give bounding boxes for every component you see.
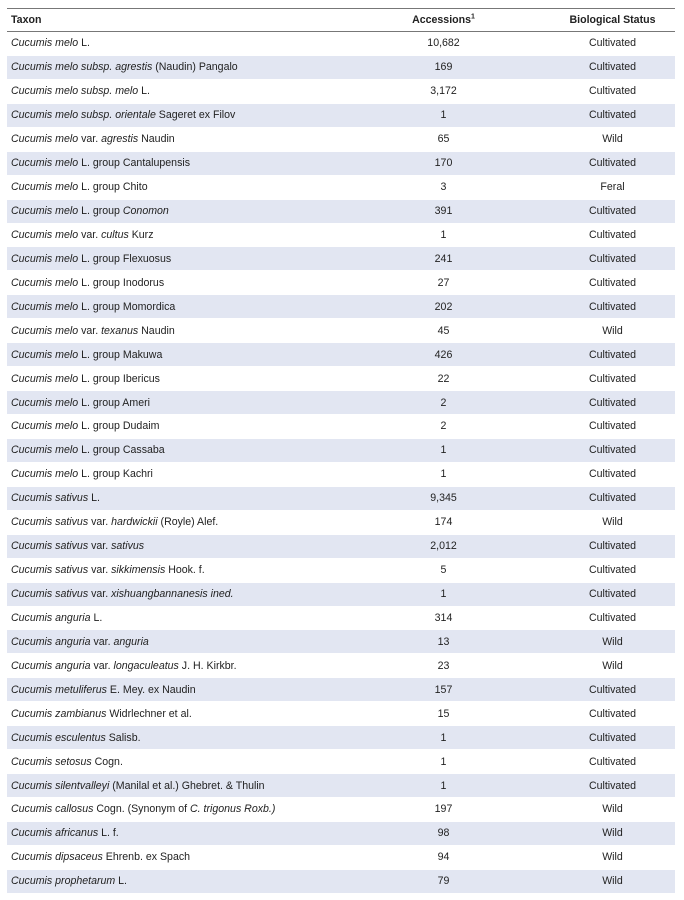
- cell-accessions: 98: [337, 821, 550, 845]
- taxon-italic-part: Cucumis dipsaceus: [11, 851, 103, 864]
- table-row: [7, 821, 675, 845]
- cell-accessions: 2: [337, 391, 550, 415]
- taxon-italic-part: Cucumis melo: [11, 324, 79, 337]
- taxon-italic-part: C. trigonus Roxb.): [190, 803, 276, 816]
- taxon-italic-part: Cucumis sativus: [11, 540, 89, 553]
- cell-accessions: 10,682: [337, 32, 550, 56]
- cell-accessions: 15: [337, 702, 550, 726]
- taxon-italic-part: Cucumis anguria: [11, 659, 91, 672]
- taxon-italic-part: Cucumis sativus: [11, 588, 89, 601]
- cell-accessions: 1: [337, 462, 550, 486]
- cell-taxon: [7, 558, 337, 582]
- cell-biological-status: Cultivated: [550, 367, 675, 391]
- taxon-italic-part: anguria: [113, 635, 149, 648]
- cell-taxon: [7, 151, 337, 175]
- taxon-italic-part: Cucumis melo subsp. agrestis: [11, 61, 153, 74]
- taxon-italic-part: Cucumis prophetarum: [11, 875, 116, 888]
- cell-biological-status: Cultivated: [550, 391, 675, 415]
- taxon-text-part: var.: [88, 588, 112, 601]
- taxon-italic-part: Cucumis melo: [11, 37, 79, 50]
- cell-biological-status: Cultivated: [550, 582, 675, 606]
- cell-taxon: [7, 582, 337, 606]
- footnote-marker: 1: [470, 13, 475, 21]
- cell-taxon: [7, 750, 337, 774]
- taxon-italic-part: Cucumis esculentus: [11, 731, 106, 744]
- taxon-text-part: var.: [78, 228, 102, 241]
- table-row: [7, 343, 675, 367]
- cell-accessions: 79: [337, 869, 550, 893]
- table-row: [7, 462, 675, 486]
- taxon-italic-part: Conomon: [122, 205, 169, 218]
- cell-taxon: [7, 199, 337, 223]
- table-row: [7, 319, 675, 343]
- header-biological-status: Biological Status: [550, 9, 675, 32]
- taxon-text-part: L. group Cantalupensis: [78, 157, 191, 170]
- taxon-text-part: var.: [88, 540, 112, 553]
- cell-taxon: [7, 534, 337, 558]
- cell-taxon: [7, 79, 337, 103]
- cell-biological-status: Wild: [550, 821, 675, 845]
- taxon-text-part: J. H. Kirkbr.: [178, 659, 237, 672]
- taxon-text-part: L. group Flexuosus: [78, 252, 172, 265]
- taxon-text-part: L.: [115, 875, 127, 888]
- cell-taxon: [7, 175, 337, 199]
- taxon-italic-part: Cucumis sativus: [11, 492, 89, 505]
- cell-taxon: [7, 103, 337, 127]
- table-row: [7, 726, 675, 750]
- cell-biological-status: Cultivated: [550, 55, 675, 79]
- cell-accessions: 94: [337, 845, 550, 869]
- cell-biological-status: Wild: [550, 798, 675, 822]
- header-taxon: Taxon: [7, 9, 337, 32]
- cell-biological-status: Cultivated: [550, 462, 675, 486]
- cell-biological-status: Cultivated: [550, 271, 675, 295]
- taxon-italic-part: Cucumis melo subsp. melo: [11, 85, 139, 98]
- taxon-text-part: Widrlechner et al.: [106, 707, 192, 720]
- table-row: [7, 702, 675, 726]
- cell-accessions: 426: [337, 343, 550, 367]
- cell-biological-status: Cultivated: [550, 199, 675, 223]
- taxon-italic-part: Cucumis melo: [11, 157, 79, 170]
- table-row: [7, 175, 675, 199]
- cell-biological-status: Cultivated: [550, 151, 675, 175]
- table-row: [7, 630, 675, 654]
- taxon-italic-part: Cucumis melo: [11, 468, 79, 481]
- cell-biological-status: Wild: [550, 510, 675, 534]
- taxon-italic-part: Cucumis melo: [11, 444, 79, 457]
- taxon-text-part: L. group Makuwa: [78, 348, 163, 361]
- table-row: [7, 415, 675, 439]
- taxon-italic-part: Cucumis melo: [11, 300, 79, 313]
- taxon-text-part: var.: [78, 133, 102, 146]
- taxon-italic-part: Cucumis melo: [11, 205, 79, 218]
- taxon-text-part: Naudin: [138, 324, 175, 337]
- taxon-text-part: L. group Dudaim: [78, 420, 160, 433]
- header-accessions-label: Accessions: [412, 14, 471, 26]
- cell-taxon: [7, 510, 337, 534]
- cell-taxon: [7, 654, 337, 678]
- table-row: [7, 534, 675, 558]
- cell-biological-status: Cultivated: [550, 295, 675, 319]
- cell-biological-status: Cultivated: [550, 726, 675, 750]
- cell-biological-status: Cultivated: [550, 343, 675, 367]
- taxon-italic-part: hardwickii: [111, 516, 158, 529]
- table-row: [7, 845, 675, 869]
- table-row: [7, 678, 675, 702]
- taxon-text-part: var.: [88, 516, 112, 529]
- cell-biological-status: Cultivated: [550, 774, 675, 798]
- taxon-accessions-table: [7, 8, 675, 894]
- cell-accessions: 45: [337, 319, 550, 343]
- table-row: [7, 295, 675, 319]
- taxon-text-part: var.: [88, 564, 112, 577]
- taxon-text-part: L.: [88, 492, 100, 505]
- taxon-italic-part: Cucumis melo: [11, 228, 79, 241]
- taxon-text-part: Hook. f.: [165, 564, 205, 577]
- cell-accessions: 157: [337, 678, 550, 702]
- taxon-text-part: var.: [78, 324, 102, 337]
- taxon-italic-part: Cucumis melo subsp. orientale: [11, 109, 156, 122]
- taxon-italic-part: Cucumis sativus: [11, 564, 89, 577]
- cell-accessions: 3: [337, 175, 550, 199]
- taxon-text-part: Sageret ex Filov: [155, 109, 236, 122]
- taxon-italic-part: Cucumis africanus: [11, 827, 99, 840]
- cell-biological-status: Cultivated: [550, 223, 675, 247]
- cell-taxon: [7, 462, 337, 486]
- cell-taxon: [7, 798, 337, 822]
- cell-taxon: [7, 223, 337, 247]
- cell-accessions: 13: [337, 630, 550, 654]
- taxon-text-part: Cogn.: [91, 755, 123, 768]
- cell-accessions: 1: [337, 582, 550, 606]
- cell-taxon: [7, 32, 337, 56]
- cell-biological-status: Wild: [550, 654, 675, 678]
- cell-accessions: 1: [337, 223, 550, 247]
- cell-taxon: [7, 343, 337, 367]
- cell-taxon: [7, 678, 337, 702]
- cell-biological-status: Feral: [550, 175, 675, 199]
- cell-taxon: [7, 391, 337, 415]
- taxon-text-part: E. Mey. ex Naudin: [106, 683, 196, 696]
- taxon-italic-part: Cucumis silentvalleyi: [11, 779, 110, 792]
- cell-taxon: [7, 606, 337, 630]
- table-row: [7, 199, 675, 223]
- cell-accessions: 169: [337, 55, 550, 79]
- cell-accessions: 1: [337, 774, 550, 798]
- cell-taxon: [7, 319, 337, 343]
- taxon-text-part: Salisb.: [105, 731, 141, 744]
- cell-accessions: 170: [337, 151, 550, 175]
- cell-taxon: [7, 630, 337, 654]
- cell-biological-status: Cultivated: [550, 750, 675, 774]
- cell-biological-status: Cultivated: [550, 103, 675, 127]
- header-row: [7, 9, 675, 32]
- table-row: [7, 654, 675, 678]
- taxon-text-part: L. group: [78, 205, 123, 218]
- taxon-text-part: (Naudin) Pangalo: [152, 61, 238, 74]
- cell-accessions: 1: [337, 726, 550, 750]
- cell-taxon: [7, 702, 337, 726]
- cell-biological-status: Cultivated: [550, 247, 675, 271]
- table-row: [7, 486, 675, 510]
- taxon-italic-part: Cucumis melo: [11, 133, 79, 146]
- table-row: [7, 103, 675, 127]
- header-accessions: [337, 9, 550, 32]
- cell-biological-status: Wild: [550, 127, 675, 151]
- cell-accessions: 1: [337, 438, 550, 462]
- cell-accessions: 314: [337, 606, 550, 630]
- taxon-italic-part: longaculeatus: [113, 659, 179, 672]
- cell-taxon: [7, 726, 337, 750]
- taxon-text-part: L. group Ibericus: [78, 372, 160, 385]
- taxon-italic-part: texanus: [101, 324, 139, 337]
- table-row: [7, 391, 675, 415]
- cell-biological-status: Cultivated: [550, 32, 675, 56]
- cell-accessions: 9,345: [337, 486, 550, 510]
- cell-biological-status: Cultivated: [550, 678, 675, 702]
- taxon-text-part: (Manilal et al.) Ghebret. & Thulin: [109, 779, 265, 792]
- table-row: [7, 127, 675, 151]
- table-row: [7, 438, 675, 462]
- cell-taxon: [7, 486, 337, 510]
- cell-accessions: 5: [337, 558, 550, 582]
- cell-accessions: 174: [337, 510, 550, 534]
- taxon-italic-part: Cucumis callosus: [11, 803, 94, 816]
- taxon-italic-part: sativus: [111, 540, 145, 553]
- cell-accessions: 391: [337, 199, 550, 223]
- cell-biological-status: Cultivated: [550, 438, 675, 462]
- cell-accessions: 241: [337, 247, 550, 271]
- taxon-italic-part: Cucumis melo: [11, 396, 79, 409]
- cell-biological-status: Cultivated: [550, 79, 675, 103]
- taxon-text-part: L. f.: [98, 827, 119, 840]
- table-row: [7, 510, 675, 534]
- taxon-italic-part: Cucumis anguria: [11, 611, 91, 624]
- taxon-text-part: L.: [78, 37, 90, 50]
- cell-taxon: [7, 821, 337, 845]
- taxon-italic-part: Cucumis melo: [11, 252, 79, 265]
- table-row: [7, 606, 675, 630]
- table-row: [7, 582, 675, 606]
- cell-biological-status: Cultivated: [550, 606, 675, 630]
- taxon-italic-part: Cucumis sativus: [11, 516, 89, 529]
- table-row: [7, 271, 675, 295]
- taxon-italic-part: Cucumis setosus: [11, 755, 92, 768]
- cell-taxon: [7, 774, 337, 798]
- taxon-italic-part: Cucumis melo: [11, 181, 79, 194]
- taxon-text-part: Cogn. (Synonym of: [93, 803, 191, 816]
- table-row: [7, 750, 675, 774]
- taxon-italic-part: Cucumis melo: [11, 420, 79, 433]
- taxon-text-part: var.: [90, 635, 114, 648]
- taxon-text-part: L.: [90, 611, 103, 624]
- cell-accessions: 197: [337, 798, 550, 822]
- table-row: [7, 798, 675, 822]
- cell-taxon: [7, 55, 337, 79]
- cell-taxon: [7, 367, 337, 391]
- table-row: [7, 79, 675, 103]
- taxon-text-part: L. group Momordica: [78, 300, 176, 313]
- cell-biological-status: Cultivated: [550, 415, 675, 439]
- table-row: [7, 223, 675, 247]
- cell-accessions: 2: [337, 415, 550, 439]
- taxon-table-container: [7, 8, 675, 894]
- table-row: [7, 367, 675, 391]
- cell-taxon: [7, 869, 337, 893]
- cell-accessions: 22: [337, 367, 550, 391]
- cell-biological-status: Cultivated: [550, 486, 675, 510]
- taxon-italic-part: Cucumis metuliferus: [11, 683, 107, 696]
- cell-taxon: [7, 415, 337, 439]
- cell-biological-status: Cultivated: [550, 534, 675, 558]
- cell-taxon: [7, 845, 337, 869]
- taxon-italic-part: Cucumis zambianus: [11, 707, 107, 720]
- cell-accessions: 27: [337, 271, 550, 295]
- taxon-italic-part: agrestis: [101, 133, 139, 146]
- taxon-italic-part: cultus: [101, 228, 129, 241]
- taxon-italic-part: xishuangbannanesis ined.: [111, 588, 234, 601]
- cell-accessions: 3,172: [337, 79, 550, 103]
- cell-biological-status: Wild: [550, 845, 675, 869]
- taxon-italic-part: Cucumis melo: [11, 348, 79, 361]
- cell-taxon: [7, 127, 337, 151]
- cell-biological-status: Wild: [550, 869, 675, 893]
- taxon-text-part: Naudin: [138, 133, 175, 146]
- taxon-text-part: Kurz: [128, 228, 154, 241]
- cell-accessions: 1: [337, 103, 550, 127]
- taxon-text-part: L. group Inodorus: [78, 276, 165, 289]
- table-row: [7, 558, 675, 582]
- cell-accessions: 2,012: [337, 534, 550, 558]
- taxon-text-part: L.: [138, 85, 150, 98]
- taxon-text-part: L. group Kachri: [78, 468, 153, 481]
- table-row: [7, 774, 675, 798]
- cell-biological-status: Cultivated: [550, 702, 675, 726]
- cell-accessions: 1: [337, 750, 550, 774]
- cell-taxon: [7, 438, 337, 462]
- taxon-text-part: var.: [90, 659, 114, 672]
- cell-biological-status: Wild: [550, 630, 675, 654]
- cell-biological-status: Wild: [550, 319, 675, 343]
- cell-biological-status: Cultivated: [550, 558, 675, 582]
- cell-taxon: [7, 247, 337, 271]
- taxon-text-part: Ehrenb. ex Spach: [102, 851, 191, 864]
- cell-taxon: [7, 295, 337, 319]
- taxon-text-part: L. group Chito: [78, 181, 148, 194]
- taxon-text-part: L. group Ameri: [78, 396, 150, 409]
- taxon-text-part: L. group Cassaba: [78, 444, 165, 457]
- cell-accessions: 23: [337, 654, 550, 678]
- taxon-text-part: (Royle) Alef.: [157, 516, 219, 529]
- cell-taxon: [7, 271, 337, 295]
- table-row: [7, 869, 675, 893]
- table-row: [7, 55, 675, 79]
- taxon-italic-part: Cucumis melo: [11, 372, 79, 385]
- table-header: [7, 9, 675, 32]
- table-row: [7, 32, 675, 56]
- taxon-italic-part: Cucumis melo: [11, 276, 79, 289]
- table-row: [7, 247, 675, 271]
- table-body: [7, 32, 675, 894]
- taxon-italic-part: Cucumis anguria: [11, 635, 91, 648]
- taxon-italic-part: sikkimensis: [111, 564, 166, 577]
- table-row: [7, 151, 675, 175]
- cell-accessions: 202: [337, 295, 550, 319]
- cell-accessions: 65: [337, 127, 550, 151]
